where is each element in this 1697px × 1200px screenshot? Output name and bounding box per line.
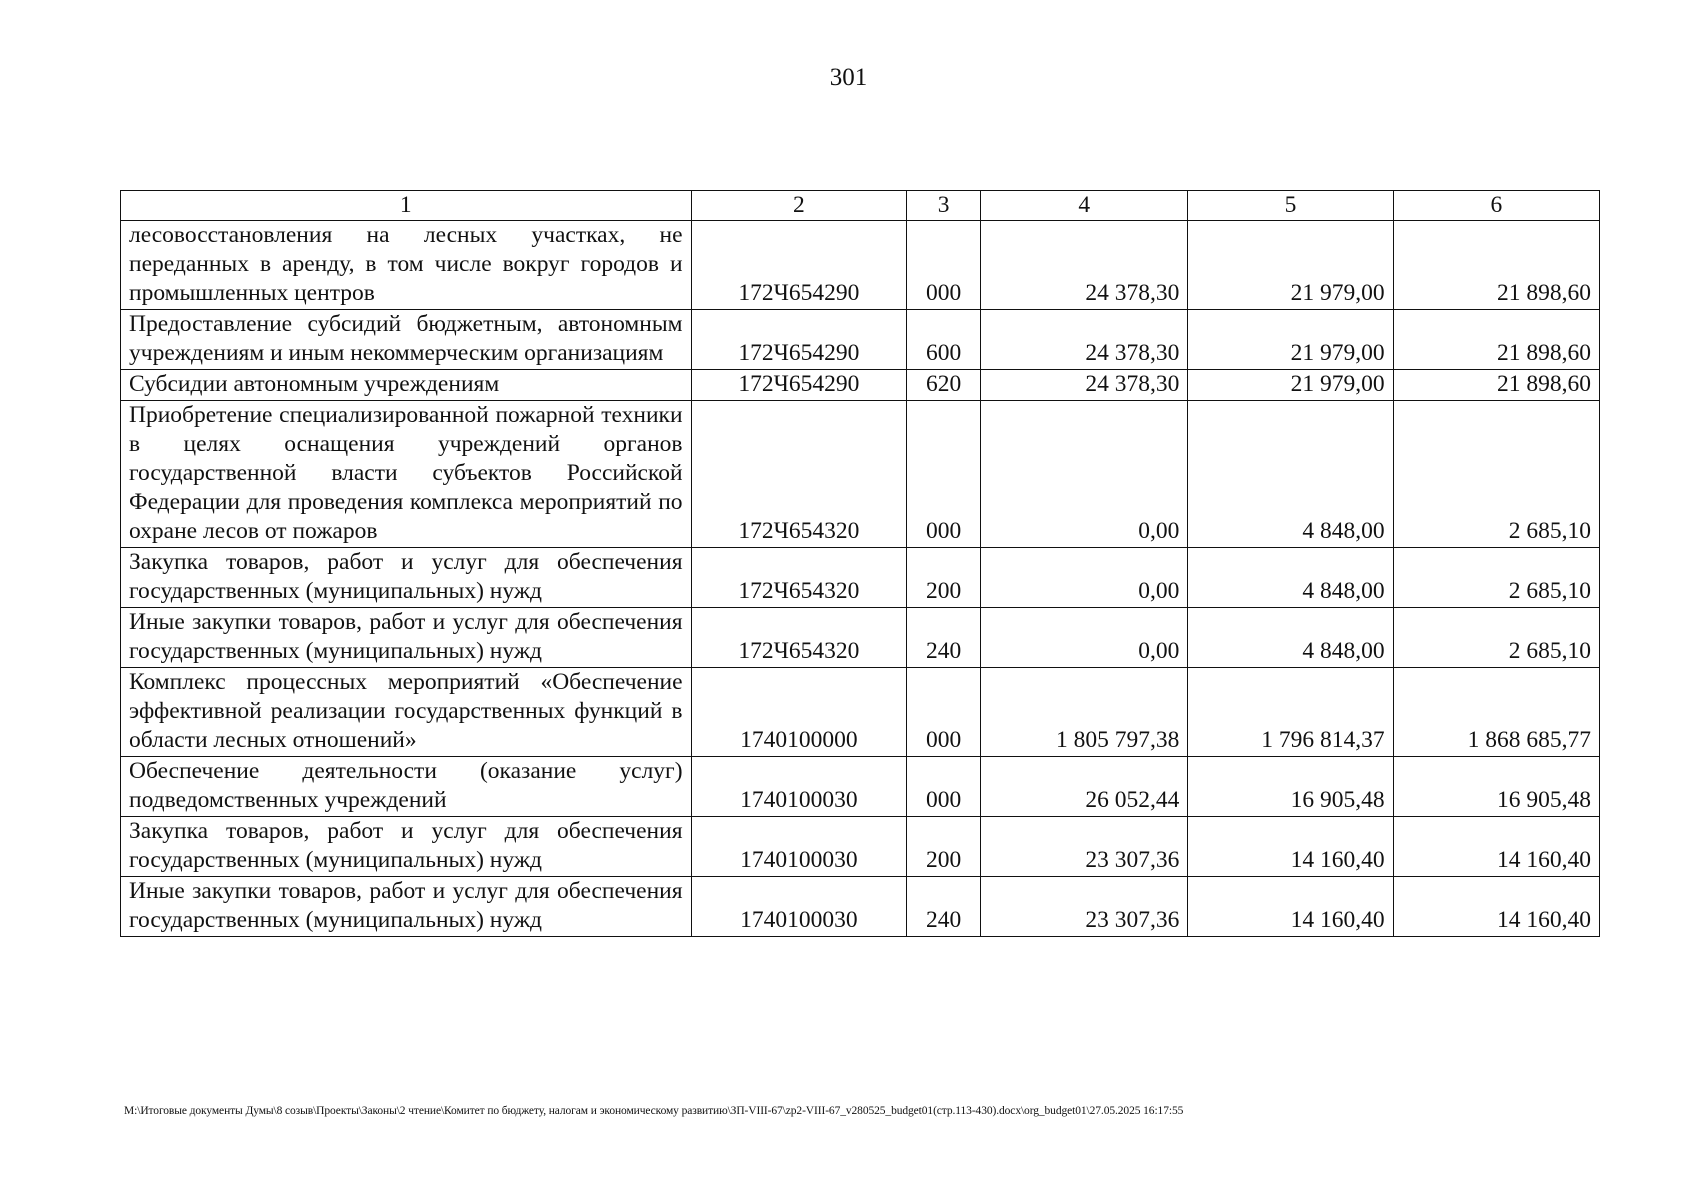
row-amount-2: 4 848,00 xyxy=(1188,401,1393,548)
row-amount-1: 0,00 xyxy=(981,401,1188,548)
row-amount-3: 2 685,10 xyxy=(1393,608,1599,668)
row-description: Обеспечение деятельности (оказание услуг) подведомственных учреждений xyxy=(121,757,692,817)
row-target-article: 1740100030 xyxy=(691,817,907,877)
row-target-article: 1740100000 xyxy=(691,668,907,757)
table-row xyxy=(121,668,1600,757)
row-amount-3: 21 898,60 xyxy=(1393,310,1599,370)
row-description: Субсидии автономным учреждениям xyxy=(121,370,692,401)
row-amount-1: 0,00 xyxy=(981,608,1188,668)
header-col-6: 6 xyxy=(1393,191,1599,221)
row-description: Закупка товаров, работ и услуг для обеспечения государственных (муниципальных) нужд xyxy=(121,817,692,877)
page-number: 301 xyxy=(829,64,868,91)
row-target-article: 1740100030 xyxy=(691,877,907,937)
row-amount-3: 14 160,40 xyxy=(1393,817,1599,877)
row-amount-2: 4 848,00 xyxy=(1188,548,1393,608)
row-target-article: 172Ч654290 xyxy=(691,370,907,401)
row-description: лесовосстановления на лесных участках, не переданных в аренду, в том числе вокруг городов и промышленных центров xyxy=(121,221,692,310)
row-description: Закупка товаров, работ и услуг для обеспечения государственных (муниципальных) нужд xyxy=(121,548,692,608)
row-amount-2: 21 979,00 xyxy=(1188,370,1393,401)
row-expense-type: 240 xyxy=(907,608,981,668)
row-amount-1: 24 378,30 xyxy=(981,370,1188,401)
row-amount-3: 14 160,40 xyxy=(1393,877,1599,937)
row-amount-2: 16 905,48 xyxy=(1188,757,1393,817)
row-expense-type: 000 xyxy=(907,668,981,757)
row-expense-type: 000 xyxy=(907,401,981,548)
row-amount-3: 16 905,48 xyxy=(1393,757,1599,817)
row-expense-type: 200 xyxy=(907,817,981,877)
table-row xyxy=(121,817,1600,877)
header-col-4: 4 xyxy=(981,191,1188,221)
row-amount-2: 14 160,40 xyxy=(1188,817,1393,877)
row-amount-3: 21 898,60 xyxy=(1393,221,1599,310)
row-amount-1: 23 307,36 xyxy=(981,817,1188,877)
budget-table xyxy=(120,190,1600,937)
row-amount-3: 2 685,10 xyxy=(1393,401,1599,548)
row-description: Иные закупки товаров, работ и услуг для обеспечения государственных (муниципальных) нужд xyxy=(121,877,692,937)
row-description: Предоставление субсидий бюджетным, автономным учреждениям и иным некоммерческим организациям xyxy=(121,310,692,370)
row-target-article: 172Ч654320 xyxy=(691,608,907,668)
row-description: Иные закупки товаров, работ и услуг для обеспечения государственных (муниципальных) нужд xyxy=(121,608,692,668)
row-expense-type: 600 xyxy=(907,310,981,370)
row-amount-1: 1 805 797,38 xyxy=(981,668,1188,757)
row-amount-1: 24 378,30 xyxy=(981,221,1188,310)
row-description: Комплекс процессных мероприятий «Обеспечение эффективной реализации государственных функций в области лесных отношений» xyxy=(121,668,692,757)
row-expense-type: 200 xyxy=(907,548,981,608)
row-amount-1: 23 307,36 xyxy=(981,877,1188,937)
row-amount-2: 14 160,40 xyxy=(1188,877,1393,937)
row-target-article: 172Ч654320 xyxy=(691,548,907,608)
row-amount-2: 1 796 814,37 xyxy=(1188,668,1393,757)
header-col-1: 1 xyxy=(121,191,692,221)
row-expense-type: 240 xyxy=(907,877,981,937)
row-target-article: 172Ч654320 xyxy=(691,401,907,548)
table-row xyxy=(121,310,1600,370)
table-row xyxy=(121,221,1600,310)
row-amount-1: 24 378,30 xyxy=(981,310,1188,370)
table-row xyxy=(121,370,1600,401)
row-amount-1: 26 052,44 xyxy=(981,757,1188,817)
row-description: Приобретение специализированной пожарной техники в целях оснащения учреждений органов государственной власти субъектов Российской Федерации для проведения комплекса мероприятий по охране лесов от пожаров xyxy=(121,401,692,548)
header-col-3: 3 xyxy=(907,191,981,221)
row-amount-2: 21 979,00 xyxy=(1188,221,1393,310)
row-amount-3: 2 685,10 xyxy=(1393,548,1599,608)
row-amount-1: 0,00 xyxy=(981,548,1188,608)
row-amount-2: 21 979,00 xyxy=(1188,310,1393,370)
header-col-2: 2 xyxy=(691,191,907,221)
table-row xyxy=(121,401,1600,548)
row-amount-2: 4 848,00 xyxy=(1188,608,1393,668)
table-header-row xyxy=(121,191,1600,221)
row-expense-type: 000 xyxy=(907,757,981,817)
table-row xyxy=(121,877,1600,937)
row-expense-type: 000 xyxy=(907,221,981,310)
table-row xyxy=(121,608,1600,668)
row-target-article: 1740100030 xyxy=(691,757,907,817)
row-target-article: 172Ч654290 xyxy=(691,221,907,310)
row-amount-3: 1 868 685,77 xyxy=(1393,668,1599,757)
table-row xyxy=(121,757,1600,817)
row-expense-type: 620 xyxy=(907,370,981,401)
table-row xyxy=(121,548,1600,608)
file-path-footer: M:\Итоговые документы Думы\8 созыв\Проекты\Законы\2 чтение\Комитет по бюджету, налогам и экономическому развитию\ЗП-VIII-67\zp2-VIII-67_v280525_budget01(стр.113-430).docx\org_budget01\27.05.2025 16:17:55 xyxy=(124,1105,1184,1117)
header-col-5: 5 xyxy=(1188,191,1393,221)
row-amount-3: 21 898,60 xyxy=(1393,370,1599,401)
row-target-article: 172Ч654290 xyxy=(691,310,907,370)
